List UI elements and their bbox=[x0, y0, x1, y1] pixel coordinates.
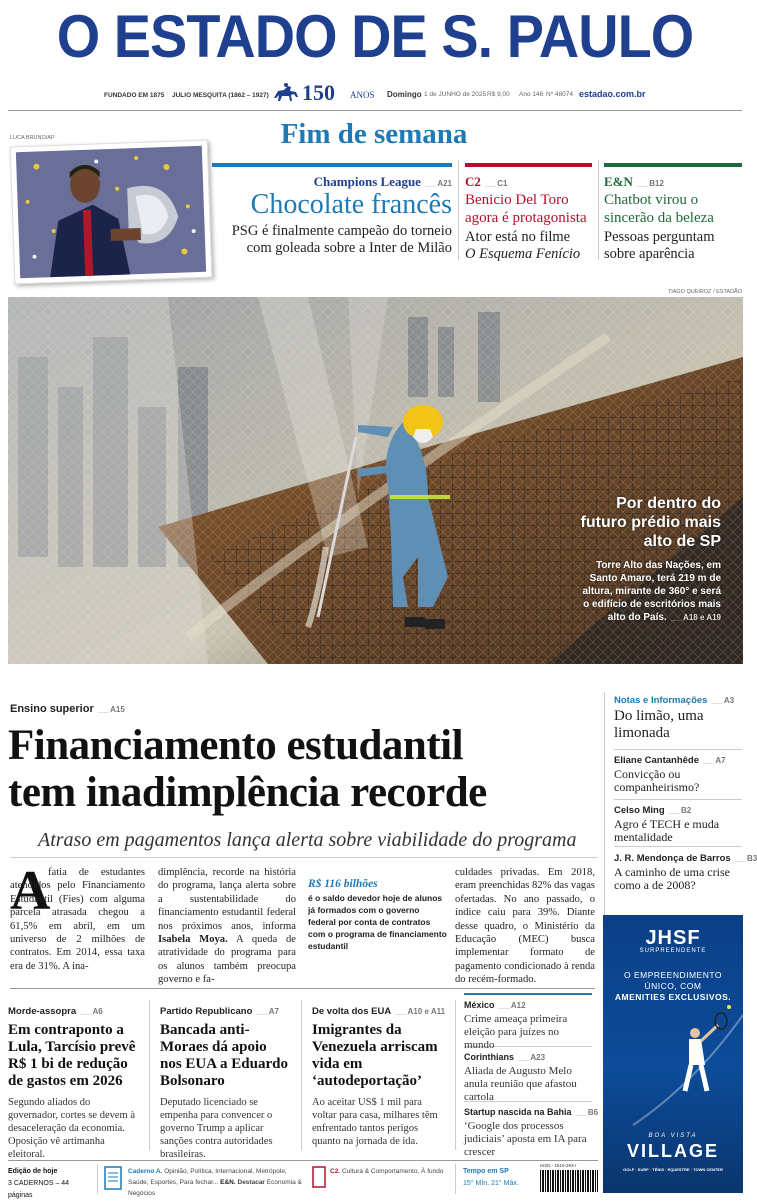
divider bbox=[301, 1000, 302, 1150]
en-label: E&N. bbox=[220, 1179, 236, 1186]
hero-caption-block bbox=[579, 559, 721, 624]
brief-kicker-line bbox=[464, 1000, 592, 1010]
page-ref: ___ A7 bbox=[256, 1007, 279, 1016]
masthead bbox=[0, 0, 750, 112]
brief-kicker: Corinthians bbox=[464, 1052, 515, 1062]
promo-text: PSG é finalmente campeão do torneio com goleada sobre a Inter de Milão bbox=[231, 223, 452, 256]
footer-weather bbox=[463, 1166, 533, 1190]
jhsf-advertisement[interactable] bbox=[603, 915, 743, 1193]
masthead-info-bar bbox=[104, 80, 649, 105]
page-ref: ___ B12 bbox=[637, 179, 664, 188]
c2-label: C2. bbox=[330, 1168, 341, 1175]
lead-headline[interactable] bbox=[8, 722, 598, 816]
story-headline: Imigrantes da Venezuela arriscam vida em ‘autodeportação’ bbox=[312, 1022, 438, 1089]
hero-photo[interactable] bbox=[8, 297, 743, 664]
promo-headline: Chatbot virou o sincerão da beleza bbox=[604, 192, 714, 226]
sidebar-kicker: J. R. Mendonça de Barros bbox=[614, 853, 731, 864]
page-ref: ___ B2 bbox=[669, 806, 692, 815]
story-kicker: Morde-assopra bbox=[8, 1006, 77, 1017]
divider bbox=[10, 857, 598, 858]
promo-color-bar bbox=[604, 163, 742, 167]
ad-name: VILLAGE bbox=[626, 1141, 719, 1161]
sidebar-kicker-line bbox=[614, 853, 757, 864]
promo-champions[interactable] bbox=[212, 163, 452, 263]
issue-number: Nº 48074 bbox=[546, 91, 573, 98]
brief-kicker-line bbox=[464, 1052, 592, 1062]
promo-kicker-line bbox=[212, 174, 452, 190]
date-text: 1 de JUNHO de 2025 bbox=[424, 91, 487, 98]
brief-startup[interactable] bbox=[464, 1101, 599, 1159]
ad-sub: BOA VISTA bbox=[648, 1133, 698, 1139]
promo-headline: Benicio Del Toro agora é protagonista bbox=[465, 192, 587, 226]
document-icon bbox=[104, 1166, 122, 1190]
promo-headline: Chocolate francês bbox=[250, 189, 452, 220]
edition-label: Edição de hoje bbox=[8, 1168, 58, 1175]
divider bbox=[455, 1000, 456, 1150]
anniversary-word: ANOS bbox=[350, 90, 375, 100]
promo-kicker: C2 bbox=[465, 174, 481, 189]
lead-dropcap: A bbox=[10, 860, 51, 922]
c2-text: Cultura & Comportamento, À fundo bbox=[341, 1168, 444, 1175]
lead-body-col2-c: A queda de atratividade do programa para os alunos também preocupa governo e fa- bbox=[158, 934, 296, 986]
anniversary-number: 150 bbox=[302, 80, 335, 105]
promo-c2[interactable] bbox=[465, 163, 592, 263]
page-ref: ___ A23 bbox=[518, 1053, 545, 1062]
photo-credit: LUCA BRUNO/AP bbox=[10, 135, 55, 141]
divider bbox=[149, 1000, 150, 1150]
weather-max: 21° Máx. bbox=[491, 1180, 519, 1187]
barcode bbox=[540, 1163, 598, 1195]
story-bancada[interactable] bbox=[160, 1006, 290, 1161]
promo-color-bar bbox=[465, 163, 592, 167]
founded-text: FUNDADO EM 1875 bbox=[104, 92, 165, 99]
divider bbox=[455, 1164, 456, 1194]
promo-kicker: Champions League bbox=[313, 174, 421, 189]
sidebar-kicker: Celso Ming bbox=[614, 805, 665, 816]
divider bbox=[10, 988, 595, 989]
sidebar-kicker-line bbox=[614, 695, 742, 706]
fact-text: é o saldo devedor hoje de alunos já formados com o governo federal por conta de contratos com o programa de financiamento estudantil bbox=[308, 893, 447, 951]
footer-c2 bbox=[330, 1166, 450, 1177]
promo-text-block bbox=[465, 229, 592, 263]
story-kicker-line bbox=[312, 1006, 447, 1017]
sidebar-title: Convicção ou companheirismo? bbox=[614, 767, 700, 794]
ad-line-1: O EMPREENDIMENTO bbox=[623, 970, 723, 980]
briefs-column bbox=[464, 993, 599, 1159]
lead-deck: Atraso em pagamentos lança alerta sobre viabilidade do programa bbox=[38, 829, 577, 851]
lead-headline-line1: Financiamento estudantil bbox=[8, 722, 464, 769]
edition-text: 3 CADERNOS – 44 páginas bbox=[8, 1180, 70, 1199]
divider bbox=[614, 846, 742, 847]
weather-min: 15° Mín. bbox=[463, 1180, 490, 1187]
ad-footer: GOLF · SURF · TÊNIS · EQUESTRE · TOWN CENTER bbox=[623, 1167, 723, 1172]
page-ref: ___ A21 bbox=[425, 179, 452, 188]
sidebar-kicker: Notas e Informações bbox=[614, 695, 708, 706]
horse-rider-icon bbox=[272, 82, 300, 104]
divider bbox=[458, 160, 459, 260]
lead-kicker: Ensino superior bbox=[10, 703, 94, 715]
ad-brand: JHSF bbox=[645, 927, 701, 949]
promo-kicker-line bbox=[465, 174, 592, 190]
page-ref: ___ C1 bbox=[485, 179, 508, 188]
promo-text: Ator está no filme bbox=[465, 229, 571, 245]
story-kicker-line bbox=[160, 1006, 290, 1017]
story-venezuela[interactable] bbox=[312, 1006, 447, 1148]
divider bbox=[614, 749, 742, 750]
story-headline: Em contraponto a Lula, Tarcísio prevê R$ 1 bi de redução de gastos em 2026 bbox=[8, 1022, 136, 1089]
barcode-bars bbox=[540, 1170, 598, 1192]
promo-film-title: O Esquema Fenício bbox=[465, 246, 581, 262]
ad-line-3: AMENITIES EXCLUSIVOS. bbox=[614, 992, 732, 1002]
sidebar-title: A caminho de uma crise como a de 2008? bbox=[614, 865, 730, 892]
en-text: Economia & Negócios bbox=[128, 1179, 302, 1197]
promo-color-bar bbox=[212, 163, 452, 167]
promo-en[interactable] bbox=[604, 163, 742, 263]
tennis-player-icon bbox=[633, 995, 743, 1125]
story-text: Ao aceitar US$ 1 mil para voltar para casa, milhares têm enfrentado tantos perigos quanto na jornada de ida. bbox=[312, 1097, 438, 1147]
brief-kicker: México bbox=[464, 1000, 495, 1010]
hero-caption-title: Por dentro do futuro prédio mais alto de SP bbox=[580, 495, 721, 550]
page-ref: ___ B3 bbox=[735, 854, 757, 863]
divider bbox=[97, 1164, 98, 1194]
trophy-celebration-image bbox=[16, 146, 206, 278]
ad-tagline: SURPREENDENTE bbox=[639, 948, 707, 954]
sidebar-kicker-line bbox=[614, 805, 742, 816]
divider bbox=[8, 110, 742, 111]
caderno-a-label: Caderno A. bbox=[128, 1168, 163, 1175]
brief-corinthians[interactable] bbox=[464, 1046, 592, 1101]
weather-label: Tempo em SP bbox=[463, 1168, 509, 1175]
page-ref: ___ A3 bbox=[711, 696, 734, 705]
divider bbox=[8, 1160, 598, 1161]
page-ref: ___ A18 e A19 bbox=[671, 613, 721, 622]
story-kicker: Partido Republicano bbox=[160, 1006, 253, 1017]
promo-kicker: E&N bbox=[604, 174, 633, 189]
site-link[interactable]: estadao.com.br bbox=[579, 89, 646, 99]
story-tarcisio[interactable] bbox=[8, 1006, 138, 1161]
footer-caderno-a bbox=[128, 1166, 308, 1199]
sidebar-kicker: Eliane Cantanhêde bbox=[614, 755, 699, 766]
brief-text: ‘Google dos processos judiciais’ aposta em IA para crescer bbox=[464, 1120, 587, 1158]
day-text: Domingo bbox=[387, 90, 422, 99]
lead-body-col2-a: dimplência, recorde na história do programa, lança alerta sobre a sustentabilidade do financiamento estudantil federal nos próximos anos, informa bbox=[158, 867, 296, 932]
brief-kicker-line bbox=[464, 1107, 599, 1117]
sidebar-item-notas[interactable] bbox=[614, 695, 742, 755]
footer-edition bbox=[8, 1166, 94, 1202]
lead-headline-line2: tem inadimplência recorde bbox=[8, 769, 487, 816]
issn-text: ISSN - 1516-293-/ bbox=[540, 1163, 577, 1168]
fact-box bbox=[308, 878, 448, 952]
julio-text: JULIO MESQUITA (1862 – 1927) bbox=[172, 92, 269, 99]
story-headline: Bancada anti-Moraes dá apoio nos EUA a Eduardo Bolsonaro bbox=[160, 1022, 288, 1089]
page-ref: ___ A15 bbox=[98, 705, 125, 714]
lead-kicker-line bbox=[10, 703, 125, 715]
sidebar-item-mendonca[interactable] bbox=[614, 853, 757, 892]
weather-temps bbox=[463, 1178, 533, 1190]
divider bbox=[614, 799, 742, 800]
lead-reporter: Isabela Moya. bbox=[158, 934, 228, 946]
story-text: Segundo aliados do governador, cortes se devem à desaceleração da economia. Oposição vê artimanha eleitoral. bbox=[8, 1097, 135, 1160]
price-text: R$ 9,00 bbox=[487, 91, 510, 98]
promo-kicker-line bbox=[604, 174, 742, 190]
story-kicker-line bbox=[8, 1006, 138, 1017]
ad-line-2: ÚNICO, COM bbox=[644, 981, 702, 991]
newspaper-title: O ESTADO DE S. PAULO bbox=[56, 3, 694, 70]
sidebar-title: Agro é TECH e muda mentalidade bbox=[614, 817, 720, 844]
hero-photo-credit: TIAGO QUEIROZ / ESTADÃO bbox=[667, 289, 742, 295]
hero-caption-text: Torre Alto das Nações, em Santo Amaro, terá 219 m de altura, mirante de 360° e será o edifício de escritórios mais alto do País. bbox=[582, 560, 721, 623]
weekend-section-title: Fim de semana bbox=[280, 118, 468, 150]
fact-value: R$ 116 bilhões bbox=[308, 878, 378, 890]
sidebar-kicker-line bbox=[614, 755, 742, 766]
sidebar-item-eliane[interactable] bbox=[614, 755, 742, 805]
lead-body-col4: culdades privadas. Em 2018, eram preenchidas 82% das vagas ofertadas. No ano passado, o índice caiu para 39%. Diante desse quadro, o Ministério da Educação (MEC) busca implementar formato de pagamento condicionado à renda do recém-formado. bbox=[455, 867, 596, 986]
lead-body-col1: fatia de estudantes atendidos pelo Financiamento Estudantil (Fies) com alguma parcela atrasada chegou a 61,5% em abril, em um universo de 2 milhões de contratos. Em 2014, essa taxa era de 31%. A ina- bbox=[10, 867, 145, 972]
lead-body-col2 bbox=[158, 866, 296, 987]
brief-mexico[interactable] bbox=[464, 993, 592, 1051]
en-bold: Destacar bbox=[237, 1179, 265, 1186]
promo-text: Pessoas perguntam sobre aparência bbox=[604, 229, 715, 262]
brief-text: Crime ameaça primeira eleição para juízes no mundo bbox=[464, 1013, 568, 1051]
page-ref: ___ A12 bbox=[499, 1001, 526, 1010]
document-icon bbox=[312, 1166, 326, 1188]
story-kicker: De volta dos EUA bbox=[312, 1006, 392, 1017]
page-ref: ___ A10 e A11 bbox=[395, 1007, 445, 1016]
brief-text: Aliada de Augusto Melo anula reunião que afastou cartola bbox=[464, 1065, 577, 1103]
opinion-sidebar bbox=[614, 695, 757, 892]
page-ref: ___ B6 bbox=[576, 1108, 599, 1117]
year-text: Ano 146 bbox=[519, 91, 544, 98]
sidebar-title: Do limão, uma limonada bbox=[614, 708, 704, 741]
page-ref: ___ A7 bbox=[703, 756, 726, 765]
divider bbox=[598, 160, 599, 260]
story-text: Deputado licenciado se empenha para convencer o governo Trump a aplicar sanções contra autoridades brasileiras. bbox=[160, 1097, 273, 1160]
caderno-a-text: Opinião, Política, Internacional, Metrópole, Saúde, Esportes, Para fechar... bbox=[128, 1168, 287, 1186]
page-ref: ___ A6 bbox=[80, 1007, 103, 1016]
psg-champion-photo[interactable] bbox=[10, 140, 213, 285]
brief-kicker: Startup nascida na Bahia bbox=[464, 1107, 572, 1117]
